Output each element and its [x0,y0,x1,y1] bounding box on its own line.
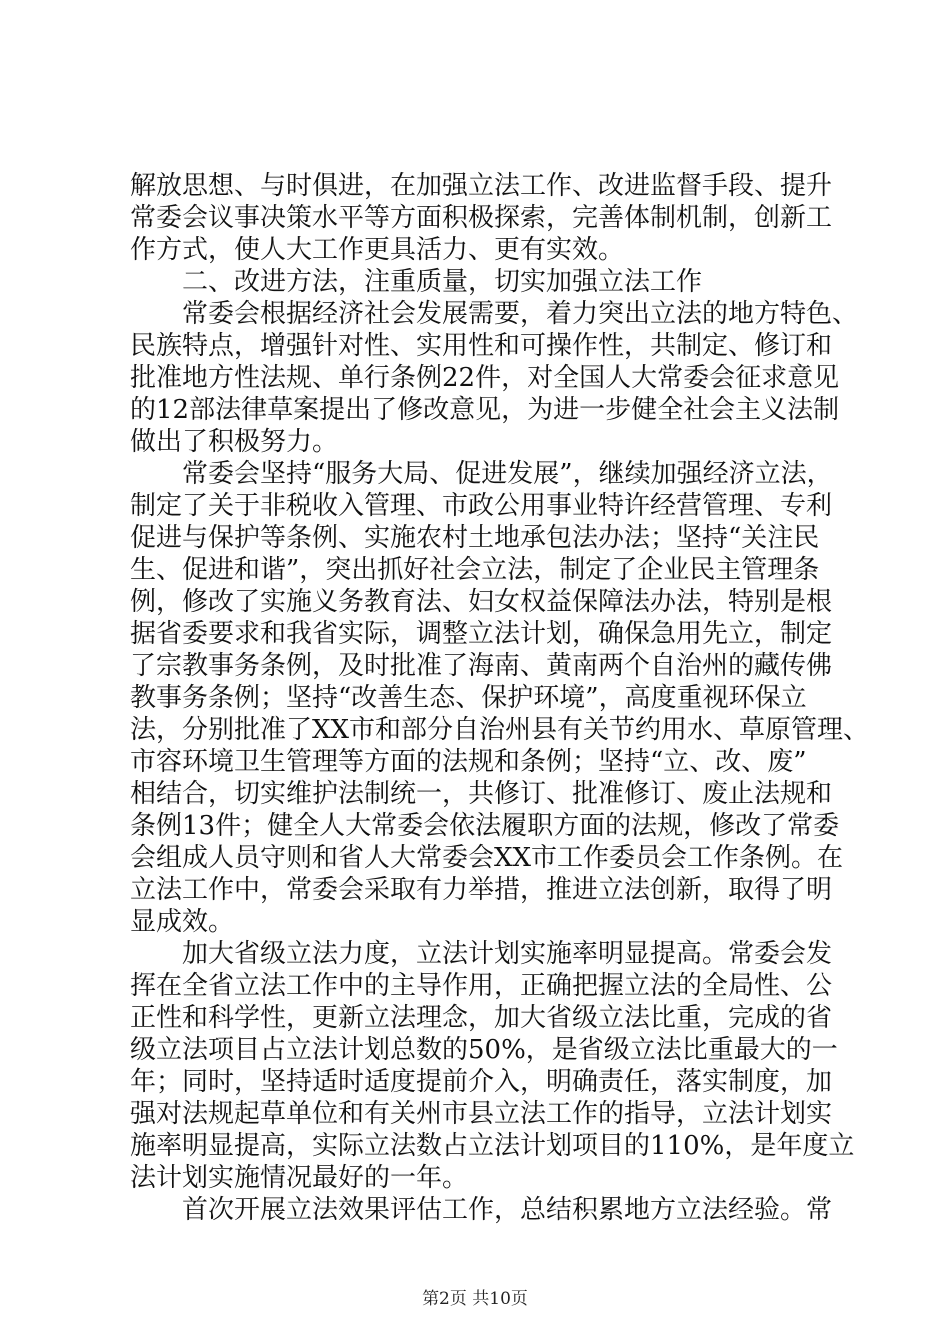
text-line: 法，分别批准了XX市和部分自治州县有关节约用水、草原管理、 [130,715,870,745]
page-number-footer: 第2页 共10页 [422,1289,528,1309]
text-line: 施率明显提高，实际立法数占立法计划项目的110%，是年度立 [130,1131,855,1161]
text-line: 首次开展立法效果评估工作，总结积累地方立法经验。常 [130,1195,833,1225]
text-line: 民族特点，增强针对性、实用性和可操作性，共制定、修订和 [130,331,833,361]
text-line: 了宗教事务条例，及时批准了海南、黄南两个自治州的藏传佛 [130,651,833,681]
text-line: 生、促进和谐”，突出抓好社会立法，制定了企业民主管理条 [130,555,820,585]
text-line: 挥在全省立法工作中的主导作用，正确把握立法的全局性、公 [130,971,833,1001]
text-line: 例，修改了实施义务教育法、妇女权益保障法办法，特别是根 [130,587,833,617]
text-line: 常委会根据经济社会发展需要，着力突出立法的地方特色、 [130,299,859,329]
text-line: 会组成人员守则和省人大常委会XX市工作委员会工作条例。在 [130,843,844,873]
text-line: 做出了积极努力。 [130,427,339,457]
text-line: 条例13件；健全人大常委会依法履职方面的法规，修改了常委 [130,811,840,841]
text-line: 的12部法律草案提出了修改意见，为进一步健全社会主义法制 [130,395,840,425]
text-line: 制定了关于非税收入管理、市政公用事业特许经营管理、专利 [130,491,833,521]
text-line: 据省委要求和我省实际，调整立法计划，确保急用先立，制定 [130,619,833,649]
text-line: 强对法规起草单位和有关州市县立法工作的指导，立法计划实 [130,1099,833,1129]
text-line: 作方式，使人大工作更具活力、更有实效。 [130,235,625,265]
text-line: 法计划实施情况最好的一年。 [130,1163,469,1193]
text-line: 级立法项目占立法计划总数的50%，是省级立法比重最大的一 [130,1035,838,1065]
text-line: 解放思想、与时俱进，在加强立法工作、改进监督手段、提升 [130,171,833,201]
text-line: 批准地方性法规、单行条例22件，对全国人大常委会征求意见 [130,363,840,393]
text-line: 市容环境卫生管理等方面的法规和条例；坚持“立、改、废” [130,747,807,777]
body-text [130,170,870,1226]
text-line: 年；同时，坚持适时适度提前介入，明确责任，落实制度，加 [130,1067,833,1097]
text-line: 促进与保护等条例、实施农村土地承包法办法；坚持“关注民 [130,523,820,553]
text-line: 显成效。 [130,907,235,937]
text-line: 立法工作中，常委会采取有力举措，推进立法创新，取得了明 [130,875,833,905]
text-line: 常委会坚持“服务大局、促进发展”，继续加强经济立法， [130,459,833,489]
text-line: 常委会议事决策水平等方面积极探索，完善体制机制，创新工 [130,203,833,233]
text-line: 正性和科学性，更新立法理念，加大省级立法比重，完成的省 [130,1003,833,1033]
text-line: 相结合，切实维护法制统一，共修订、批准修订、废止法规和 [130,779,833,809]
text-line: 教事务条例；坚持“改善生态、保护环境”，高度重视环保立 [130,683,807,713]
section-heading: 二、改进方法，注重质量，切实加强立法工作 [130,267,703,297]
text-line: 加大省级立法力度，立法计划实施率明显提高。常委会发 [130,939,833,969]
